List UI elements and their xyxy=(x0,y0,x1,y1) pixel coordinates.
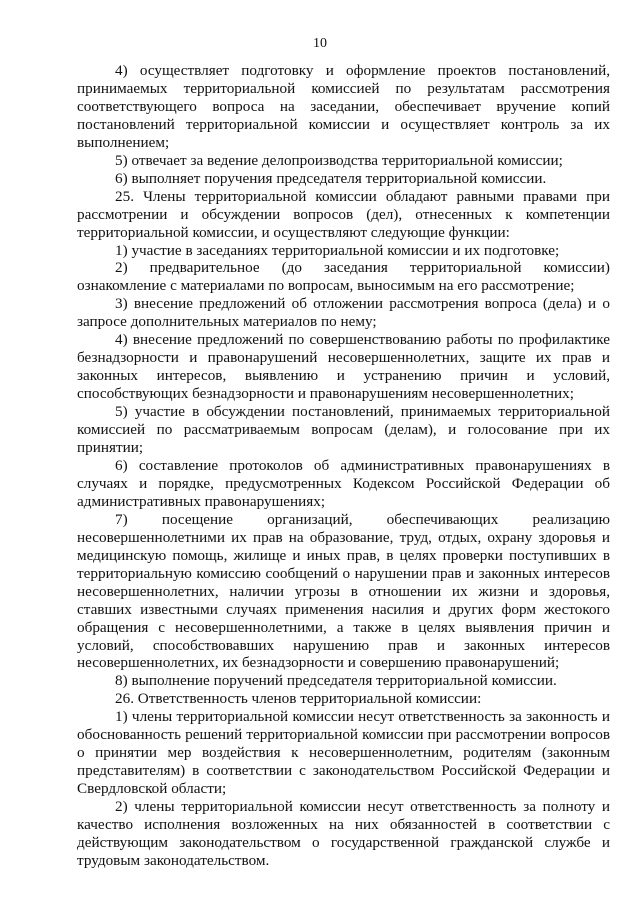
paragraph-section-26: 26. Ответственность членов территориальной комиссии: xyxy=(115,690,482,708)
paragraph-function-2: 2) предварительное (до заседания территориальной комиссии) ознакомление с материалами по вопросам, выносимым на его рассмотрение; xyxy=(77,259,610,295)
paragraph-function-8: 8) выполнение поручений председателя территориальной комиссии. xyxy=(115,672,557,690)
paragraph-responsibility-1: 1) члены территориальной комиссии несут ответственность за законность и обоснованность решений территориальной комиссии при рассмотрении вопросов о принятии мер воздействия к несовершеннолетним, родителям (законным представителям) в соответствии с законодательством Российской Федерации и Свердловской области; xyxy=(77,708,610,798)
paragraph-function-7: 7) посещение организаций, обеспечивающих реализацию несовершеннолетними их прав на образование, труд, отдых, охрану здоровья и медицинскую помощь, жилище и иных прав, в целях проверки поступивших в территориальную комиссию сообщений о нарушении прав и законных интересов несовершеннолетних, наличии угрозы в отношении их жизни и здоровья, ставших известными случаях применения насилия и других форм жестокого обращения с несовершеннолетними, а также в целях выявления причин и условий, способствовавших нарушению прав и законных интересов несовершеннолетних, их безнадзорности и совершению правонарушений; xyxy=(77,510,610,672)
paragraph-function-6: 6) составление протоколов об административных правонарушениях в случаях и порядке, предусмотренных Кодексом Российской Федерации об административных правонарушениях; xyxy=(77,456,610,510)
paragraph-function-3: 3) внесение предложений об отложении рассмотрения вопроса (дела) и о запросе дополнительных материалов по нему; xyxy=(77,295,610,331)
paragraph-function-1: 1) участие в заседаниях территориальной комиссии и их подготовке; xyxy=(115,241,560,259)
page-number: 10 xyxy=(313,36,327,51)
document-body xyxy=(77,62,610,870)
paragraph-responsibility-2: 2) члены территориальной комиссии несут ответственность за полноту и качество исполнения возложенных на них обязанностей в соответствии с действующим законодательством о государственной гражданской службе и трудовым законодательством. xyxy=(77,798,610,869)
paragraph-item-4-preparation: 4) осуществляет подготовку и оформление проектов постановлений, принимаемых территориальной комиссией по результатам рассмотрения соответствующего вопроса на заседании, обеспечивает вручение копий постановлений территориальной комиссии и осуществляет контроль за их выполнением; xyxy=(77,62,610,151)
paragraph-function-5: 5) участие в обсуждении постановлений, принимаемых территориальной комиссией по рассматриваемым вопросам (делам), и голосование при их принятии; xyxy=(77,403,610,457)
paragraph-item-6-instructions: 6) выполняет поручения председателя территориальной комиссии. xyxy=(115,169,547,187)
paragraph-function-4: 4) внесение предложений по совершенствованию работы по профилактике безнадзорности и правонарушений несовершеннолетних, защите их прав и законных интересов, выявлению и устранению причин и условий, способствующих безнадзорности и правонарушениям несовершеннолетних; xyxy=(77,331,610,403)
paragraph-item-5-records: 5) отвечает за ведение делопроизводства территориальной комиссии; xyxy=(115,151,563,169)
paragraph-section-25: 25. Члены территориальной комиссии обладают равными правами при рассмотрении и обсуждении вопросов (дел), отнесенных к компетенции территориальной комиссии, и осуществляют следующие функции: xyxy=(77,187,610,241)
